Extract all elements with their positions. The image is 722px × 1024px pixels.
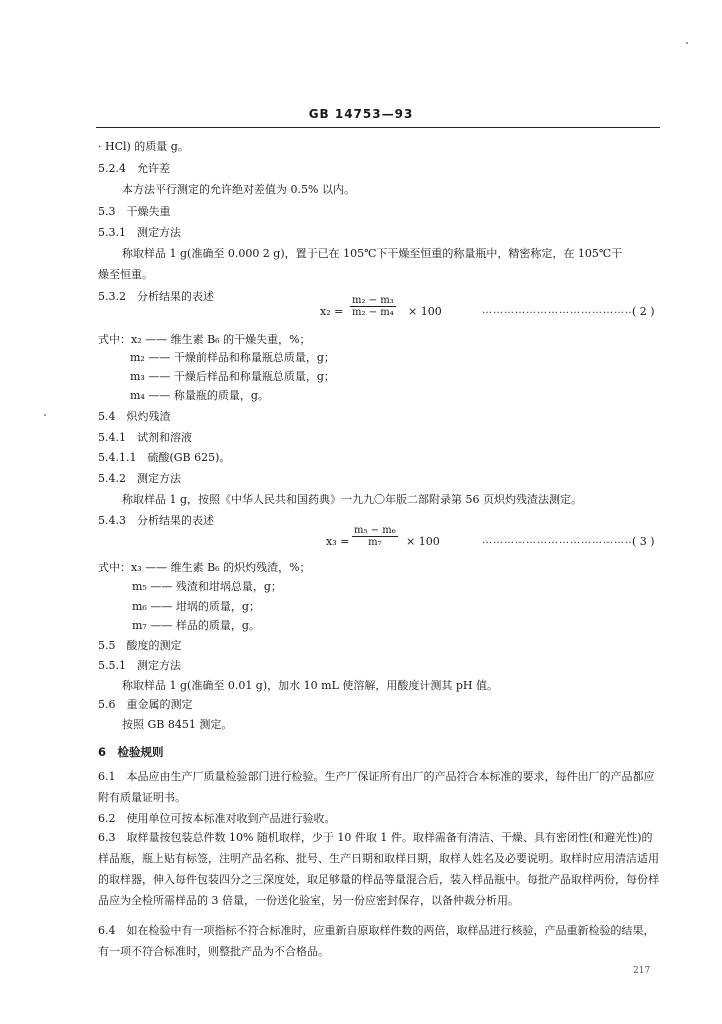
paragraph-6-4: 6.4 如在检验中有一项指标不符合标准时，应重新自原取样件数的两倍，取样品进行核验，产品重新检验的结果，有一项不符合标准时，则整批产品为不合格品。 — [98, 924, 655, 958]
section-heading: 5.5.1 测定方法 — [98, 659, 181, 672]
formula-fraction — [352, 525, 398, 548]
formula-denominator: m₂ − m₄ — [352, 307, 394, 318]
formula-lhs: x₂ = — [320, 305, 344, 318]
section-heading: 5.4.3 分析结果的表述 — [98, 514, 214, 527]
formula-number: ( 2 ) — [632, 305, 655, 318]
text-line: 式中：x₃ —— 维生素 B₆ 的炽灼残渣，%； — [98, 561, 311, 574]
scan-speck — [44, 414, 46, 416]
section-heading: 5.3.2 分析结果的表述 — [98, 290, 214, 303]
section-heading: 5.2.4 允许差 — [98, 162, 170, 175]
text-line: m₂ —— 干燥前样品和称量瓶总质量，g； — [130, 351, 335, 364]
text-line: 称取样品 1 g(准确至 0.01 g)，加水 10 mL 使溶解，用酸度计测其 pH 值。 — [122, 679, 498, 692]
formula-leader: …………………………………… — [482, 535, 636, 546]
header-rule — [96, 127, 660, 128]
paragraph-6-3: 6.3 取样量按包装总件数 10% 随机取样，少于 10 件取 1 件。取样需备有清洁、干燥、具有密闭性(和避光性)的样品瓶，瓶上贴有标签，注明产品名称、批号、生产日期和取样日期，取样人姓名及必要说明。取样时应用清洁适用的取样器，伸入每件包装四分之三深度处，取足够量的样品等量混合后，装入样品瓶中。每批产品取样两份，每份样品应为全检所需样品的 3 倍量，一份送化验室，另一份应密封保存，以备仲裁分析用。 — [98, 831, 659, 907]
formula-denominator: m₇ — [368, 537, 382, 548]
section-heading: 5.5 酸度的测定 — [98, 639, 182, 652]
scan-speck — [686, 42, 688, 44]
chapter-heading: 6 检验规则 — [98, 745, 164, 759]
text-line: · HCl) 的质量 g。 — [98, 140, 189, 153]
section-heading: 5.4.2 测定方法 — [98, 472, 181, 485]
section-heading: 5.4.1 试剂和溶液 — [98, 431, 192, 444]
text-line: 5.4.1.1 硫酸(GB 625)。 — [98, 451, 231, 464]
text-line: 本方法平行测定的允许绝对差值为 0.5% 以内。 — [122, 183, 355, 196]
text-line: 按照 GB 8451 测定。 — [122, 718, 233, 731]
text-line: m₆ —— 坩埚的质量，g； — [132, 600, 260, 613]
formula-leader: …………………………………… — [482, 305, 636, 316]
formula-number: ( 3 ) — [632, 535, 655, 548]
formula-multiplier: × 100 — [406, 535, 440, 548]
text-line: 称取样品 1 g(准确至 0.000 2 g)，置于已在 105℃下干燥至恒重的称量瓶中，精密称定，在 105℃干 — [122, 247, 623, 260]
section-heading: 5.3.1 测定方法 — [98, 226, 181, 239]
text-line: m₇ —— 样品的质量，g。 — [132, 619, 260, 632]
paragraph-6-2: 6.2 使用单位可按本标准对收到产品进行验收。 — [98, 812, 336, 825]
text-line: 燥至恒重。 — [98, 268, 153, 281]
text-line: 称取样品 1 g，按照《中华人民共和国药典》一九九〇年版二部附录第 56 页炽灼残渣法测定。 — [122, 493, 583, 506]
text-line: m₄ —— 称量瓶的质量，g。 — [130, 389, 269, 402]
section-heading: 5.3 干燥失重 — [98, 205, 171, 218]
formula-fraction — [350, 295, 396, 318]
formula-numerator: m₅ − m₆ — [354, 525, 396, 536]
page-number: 217 — [633, 966, 651, 976]
paragraph-6-1: 6.1 本品应由生产厂质量检验部门进行检验。生产厂保证所有出厂的产品符合本标准的要求，每件出厂的产品都应附有质量证明书。 — [98, 770, 655, 804]
formula-lhs: x₃ = — [326, 535, 350, 548]
section-heading: 5.4 炽灼残渣 — [98, 410, 171, 423]
page-header: GB 14753—93 — [308, 107, 414, 121]
text-line: 式中：x₂ —— 维生素 B₆ 的干燥失重，%； — [98, 333, 311, 346]
formula-multiplier: × 100 — [408, 305, 442, 318]
text-line: m₅ —— 残渣和坩埚总量，g； — [132, 580, 282, 593]
section-heading: 5.6 重金属的测定 — [98, 698, 193, 711]
formula-numerator: m₂ − m₃ — [352, 295, 394, 306]
text-line: m₃ —— 干燥后样品和称量瓶总质量，g； — [130, 370, 335, 383]
